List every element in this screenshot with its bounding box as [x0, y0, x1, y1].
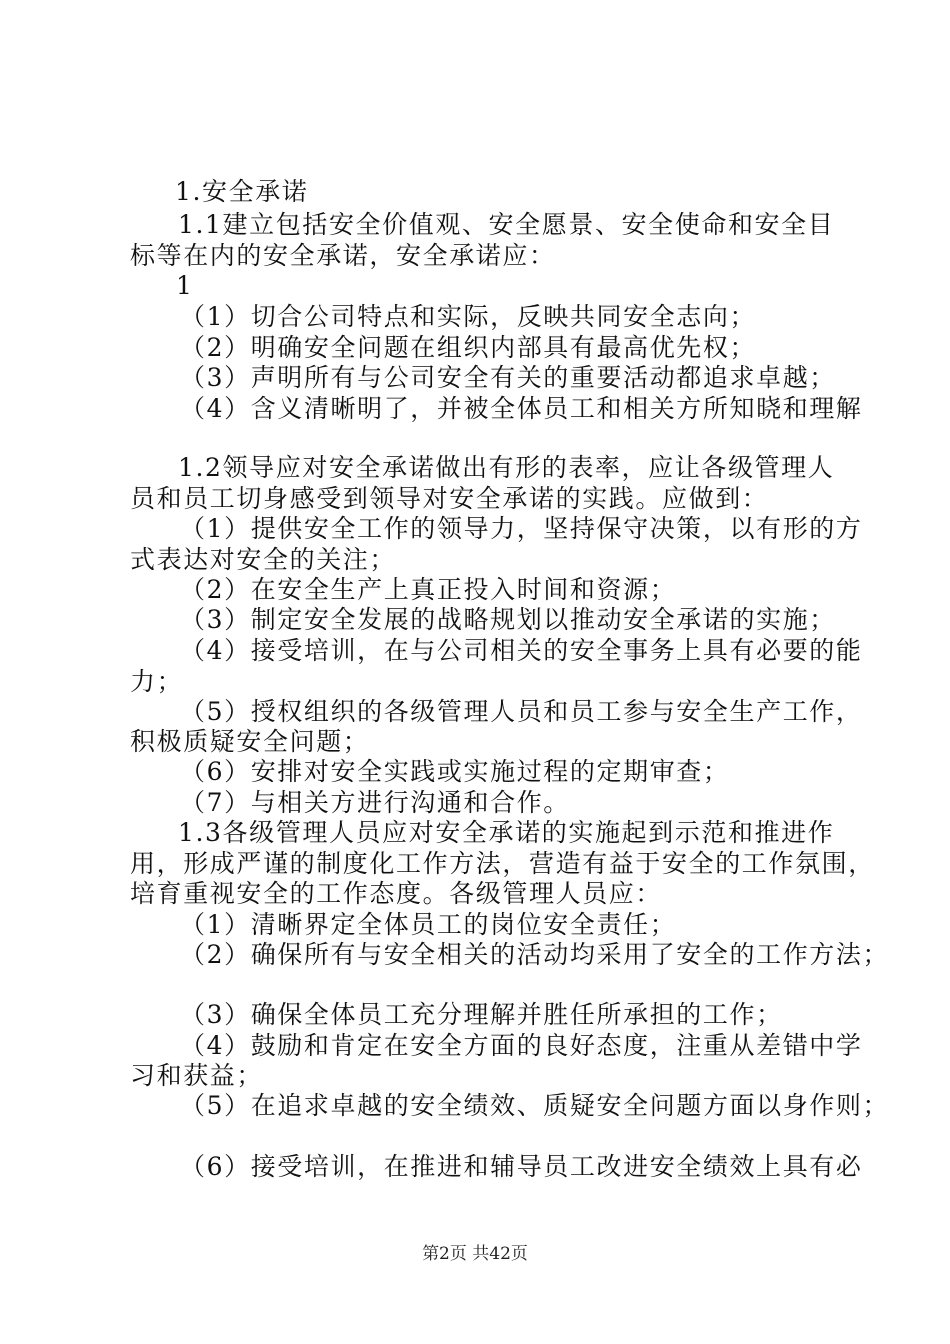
list-item: 习和获益；	[130, 1061, 264, 1090]
paragraph-line: 1.1建立包括安全价值观、安全愿景、安全使命和安全目	[178, 210, 835, 239]
paragraph-line: 1.3各级管理人员应对安全承诺的实施起到示范和推进作	[178, 818, 835, 847]
list-item: （2）确保所有与安全相关的活动均采用了安全的工作方法；	[180, 940, 890, 969]
list-item: （6）接受培训，在推进和辅导员工改进安全绩效上具有必	[180, 1152, 863, 1181]
list-item: （2）明确安全问题在组织内部具有最高优先权；	[180, 333, 757, 362]
paragraph-line: 标等在内的安全承诺，安全承诺应：	[130, 241, 556, 270]
list-item: （4）鼓励和肯定在安全方面的良好态度，注重从差错中学	[180, 1031, 863, 1060]
list-item: （4）接受培训，在与公司相关的安全事务上具有必要的能	[180, 636, 863, 665]
list-item: （1）切合公司特点和实际，反映共同安全志向；	[180, 302, 757, 331]
list-item: （1）提供安全工作的领导力，坚持保守决策，以有形的方	[180, 514, 863, 543]
paragraph-line: 用，形成严谨的制度化工作方法，营造有益于安全的工作氛围，	[130, 849, 875, 878]
paragraph-line: 培育重视安全的工作态度。各级管理人员应：	[130, 879, 663, 908]
paragraph-line: 1	[176, 271, 194, 300]
list-item: （7）与相关方进行沟通和合作。	[180, 788, 570, 817]
list-item: （3）确保全体员工充分理解并胜任所承担的工作；	[180, 1000, 783, 1029]
list-item: （5）授权组织的各级管理人员和员工参与安全生产工作，	[180, 697, 863, 726]
list-item: （2）在安全生产上真正投入时间和资源；	[180, 575, 677, 604]
list-item: （4）含义清晰明了，并被全体员工和相关方所知晓和理解	[180, 394, 863, 423]
list-item: 积极质疑安全问题；	[130, 727, 370, 756]
list-item: 式表达对安全的关注；	[130, 545, 397, 574]
list-item: （3）声明所有与公司安全有关的重要活动都追求卓越；	[180, 363, 836, 392]
paragraph-line: 1.2领导应对安全承诺做出有形的表率，应让各级管理人	[178, 453, 835, 482]
list-item: （3）制定安全发展的战略规划以推动安全承诺的实施；	[180, 605, 836, 634]
list-item: （6）安排对安全实践或实施过程的定期审查；	[180, 757, 730, 786]
paragraph-line: 员和员工切身感受到领导对安全承诺的实践。应做到：	[130, 484, 769, 513]
list-item: （5）在追求卓越的安全绩效、质疑安全问题方面以身作则；	[180, 1091, 890, 1120]
list-item: 力；	[130, 667, 184, 696]
section-heading: 1.安全承诺	[175, 177, 309, 206]
page-number-footer: 第2页 共42页	[422, 1244, 528, 1264]
list-item: （1）清晰界定全体员工的岗位安全责任；	[180, 910, 677, 939]
